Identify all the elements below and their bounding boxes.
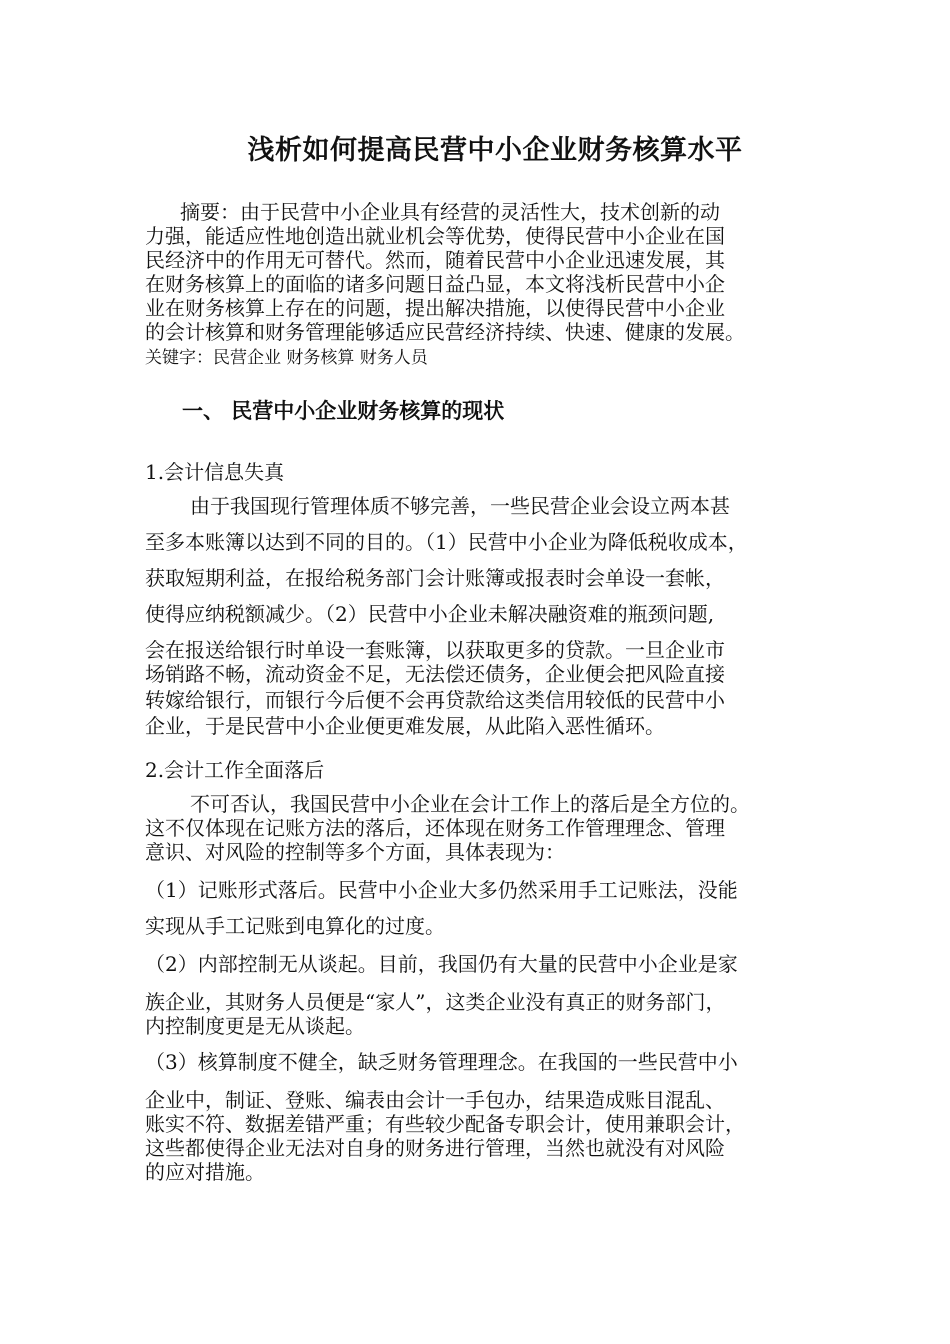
abstract-line: 民经济中的作用无可替代。然而，随着民营中小企业迅速发展，其 xyxy=(145,248,725,272)
abstract-line: 的会计核算和财务管理能够适应民营经济持续、快速、健康的发展。 xyxy=(145,320,745,344)
body-line: 企业中，制证、登账、编表由会计一手包办，结果造成账目混乱、 xyxy=(145,1088,725,1112)
body-line: 至多本账簿以达到不同的目的。（1）民营中小企业为降低税收成本， xyxy=(145,530,748,554)
body-line: 族企业，其财务人员便是“家人”，这类企业没有真正的财务部门， xyxy=(145,990,726,1014)
body-line: 使得应纳税额减少。（2）民营中小企业未解决融资难的瓶颈问题, xyxy=(145,602,715,626)
section-heading: 一、 民营中小企业财务核算的现状 xyxy=(182,398,505,423)
abstract-line: 在财务核算上的面临的诸多问题日益凸显，本文将浅析民营中小企 xyxy=(145,272,725,296)
abstract-line: 业在财务核算上存在的问题，提出解决措施，以使得民营中小企业 xyxy=(145,296,725,320)
body-line: 获取短期利益，在报给税务部门会计账簿或报表时会单设一套帐， xyxy=(145,566,725,590)
document-title: 浅析如何提高民营中小企业财务核算水平 xyxy=(247,135,743,166)
body-line: 由于我国现行管理体质不够完善，一些民营企业会设立两本甚 xyxy=(190,494,730,518)
keywords-line: 关键字：民营企业 财务核算 财务人员 xyxy=(145,348,428,368)
body-line: 内控制度更是无从谈起。 xyxy=(145,1014,365,1038)
body-line: 这些都使得企业无法对自身的财务进行管理，当然也就没有对风险 xyxy=(145,1136,725,1160)
subsection-heading: 2.会计工作全面落后 xyxy=(145,758,325,782)
body-line: 的应对措施。 xyxy=(145,1160,265,1184)
subsection-heading: 1.会计信息失真 xyxy=(145,460,285,484)
abstract-line: 力强，能适应性地创造出就业机会等优势，使得民营中小企业在国 xyxy=(145,224,725,248)
body-line: （1）记账形式落后。民营中小企业大多仍然采用手工记账法，没能 xyxy=(145,878,738,902)
body-line: （3）核算制度不健全，缺乏财务管理理念。在我国的一些民营中小 xyxy=(145,1050,738,1074)
body-line: 账实不符、数据差错严重；有些较少配备专职会计，使用兼职会计， xyxy=(145,1112,745,1136)
abstract-line: 摘要：由于民营中小企业具有经营的灵活性大，技术创新的动 xyxy=(180,200,720,224)
body-line: 企业，于是民营中小企业便更难发展，从此陷入恶性循环。 xyxy=(145,714,665,738)
body-line: 这不仅体现在记账方法的落后，还体现在财务工作管理理念、管理 xyxy=(145,816,725,840)
body-line: 转嫁给银行，而银行今后便不会再贷款给这类信用较低的民营中小 xyxy=(145,688,725,712)
body-line: 会在报送给银行时单设一套账簿，以获取更多的贷款。一旦企业市 xyxy=(145,638,725,662)
body-line: 实现从手工记账到电算化的过度。 xyxy=(145,914,445,938)
body-line: 场销路不畅，流动资金不足，无法偿还债务，企业便会把风险直接 xyxy=(145,662,725,686)
body-line: 不可否认，我国民营中小企业在会计工作上的落后是全方位的。 xyxy=(190,792,750,816)
body-line: （2）内部控制无从谈起。目前，我国仍有大量的民营中小企业是家 xyxy=(145,952,738,976)
body-line: 意识、对风险的控制等多个方面，具体表现为： xyxy=(145,840,565,864)
